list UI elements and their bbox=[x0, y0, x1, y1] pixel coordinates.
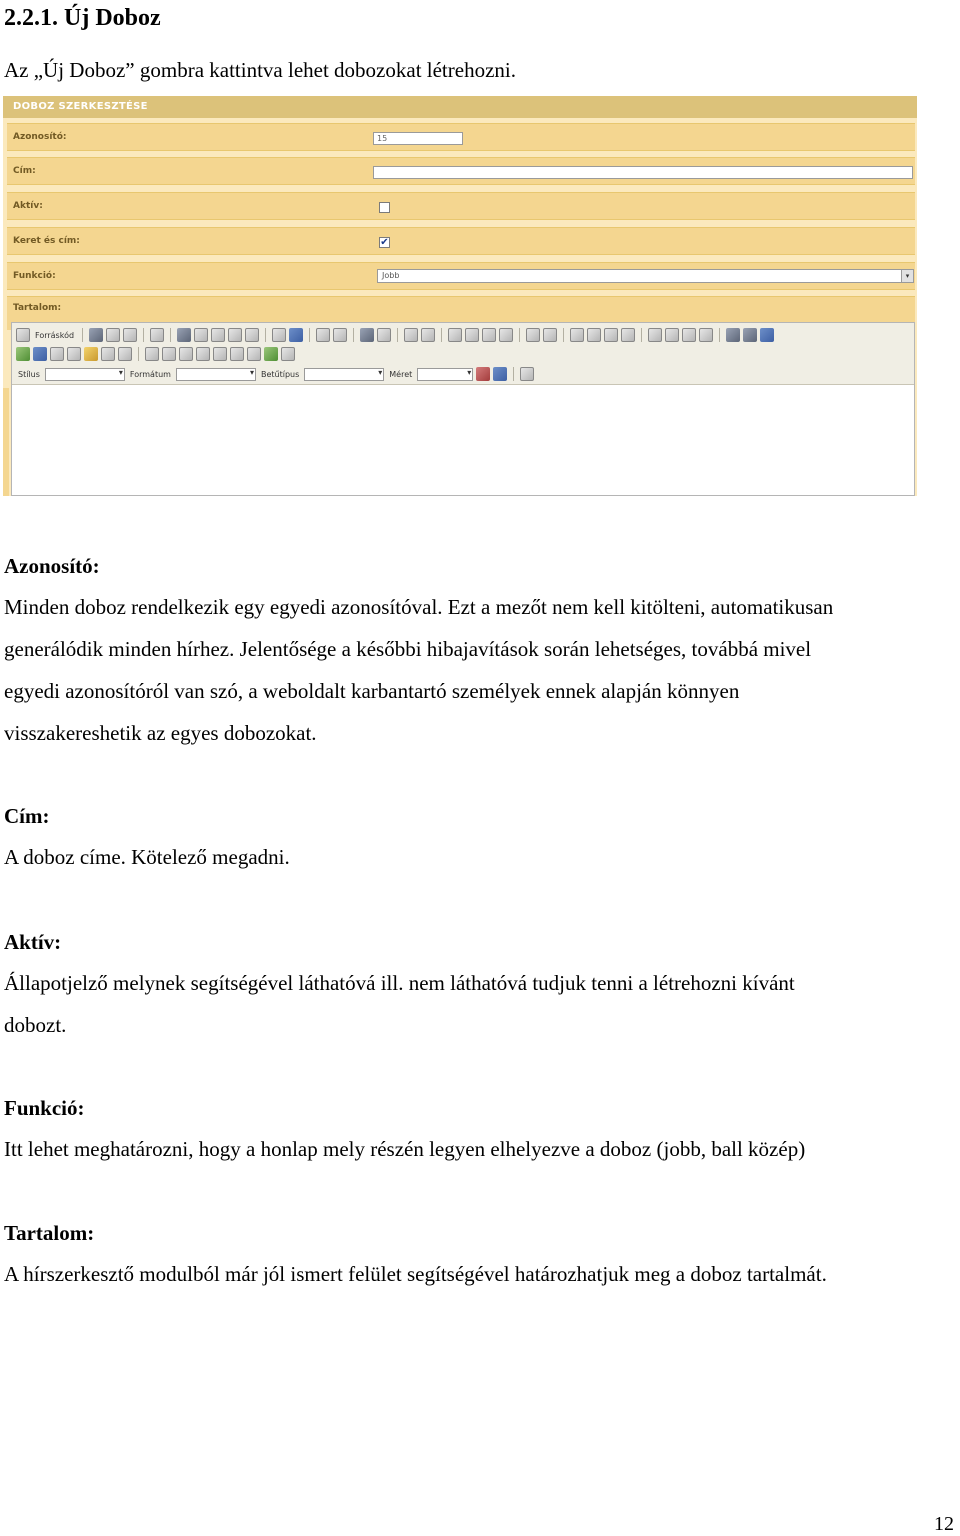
toolbar-row-1 bbox=[16, 325, 912, 345]
text-field-icon[interactable] bbox=[196, 347, 210, 361]
section-title-tartalom: Tartalom: bbox=[4, 1221, 95, 1245]
anchor-icon[interactable] bbox=[760, 328, 774, 342]
keret-checkbox[interactable]: ✔ bbox=[380, 237, 389, 248]
toolbar-separator bbox=[519, 328, 520, 342]
paste-icon[interactable] bbox=[211, 328, 225, 342]
toolbar-separator bbox=[309, 328, 310, 342]
cim-input[interactable] bbox=[373, 166, 913, 179]
strike-icon[interactable] bbox=[499, 328, 513, 342]
select-all-icon[interactable] bbox=[404, 328, 418, 342]
row-aktiv bbox=[7, 192, 915, 220]
text-line: generálódik minden hírhez. Jelentősége a későbbi hibajavítások során lehetséges, továbbá mivel bbox=[4, 637, 812, 661]
horizontal-rule-icon[interactable] bbox=[67, 347, 81, 361]
spellcheck-icon[interactable] bbox=[289, 328, 303, 342]
link-icon[interactable] bbox=[726, 328, 740, 342]
button-icon[interactable] bbox=[247, 347, 261, 361]
hidden-field-icon[interactable] bbox=[281, 347, 295, 361]
undo-icon[interactable] bbox=[316, 328, 330, 342]
align-center-icon[interactable] bbox=[665, 328, 679, 342]
copy-icon[interactable] bbox=[194, 328, 208, 342]
radio-icon[interactable] bbox=[179, 347, 193, 361]
preview-icon[interactable] bbox=[123, 328, 137, 342]
azonosito-input[interactable]: 15 bbox=[373, 132, 463, 145]
redo-icon[interactable] bbox=[333, 328, 347, 342]
funkcio-value: Jobb bbox=[382, 271, 400, 280]
screenshot-title: DOBOZ SZERKESZTÉSE bbox=[3, 96, 917, 118]
editor-left-strip bbox=[3, 388, 9, 496]
size-label: Méret bbox=[389, 369, 413, 379]
row-azonosito bbox=[7, 123, 915, 151]
toolbar-separator bbox=[170, 328, 171, 342]
keret-label: Keret és cím: bbox=[13, 236, 80, 246]
text-line: visszakereshetik az egyes dobozokat. bbox=[4, 721, 317, 745]
textarea-icon[interactable] bbox=[213, 347, 227, 361]
image-icon[interactable] bbox=[16, 347, 30, 361]
style-combo[interactable] bbox=[45, 368, 125, 381]
italic-icon[interactable] bbox=[465, 328, 479, 342]
align-justify-icon[interactable] bbox=[699, 328, 713, 342]
intro-text: Az „Új Doboz” gombra kattintva lehet dobozokat létrehozni. bbox=[4, 58, 516, 82]
subscript-icon[interactable] bbox=[526, 328, 540, 342]
tartalom-label: Tartalom: bbox=[13, 303, 62, 313]
image-button-icon[interactable] bbox=[264, 347, 278, 361]
flash-icon[interactable] bbox=[33, 347, 47, 361]
style-label: Stílus bbox=[18, 369, 40, 379]
form-icon[interactable] bbox=[145, 347, 159, 361]
text-line: egyedi azonosítóról van szó, a weboldalt karbantartó személyek ennek alapján könnyen bbox=[4, 679, 740, 703]
templates-icon[interactable] bbox=[150, 328, 164, 342]
checkbox-icon[interactable] bbox=[162, 347, 176, 361]
format-label: Formátum bbox=[129, 369, 171, 379]
save-icon[interactable] bbox=[89, 328, 103, 342]
text-color-icon[interactable] bbox=[476, 367, 490, 381]
paste-text-icon[interactable] bbox=[228, 328, 242, 342]
special-char-icon[interactable] bbox=[101, 347, 115, 361]
toolbar-separator bbox=[441, 328, 442, 342]
toolbar-separator bbox=[82, 328, 83, 342]
smiley-icon[interactable] bbox=[84, 347, 98, 361]
indent-icon[interactable] bbox=[621, 328, 635, 342]
text-line: A hírszerkesztő modulból már jól ismert felület segítségével határozhatjuk meg a doboz tartalmát. bbox=[4, 1262, 827, 1286]
bold-icon[interactable] bbox=[448, 328, 462, 342]
section-body-aktiv bbox=[4, 962, 960, 1046]
toolbar-separator bbox=[719, 328, 720, 342]
find-icon[interactable] bbox=[360, 328, 374, 342]
paste-word-icon[interactable] bbox=[245, 328, 259, 342]
superscript-icon[interactable] bbox=[543, 328, 557, 342]
unlink-icon[interactable] bbox=[743, 328, 757, 342]
section-title-funkcio: Funkció: bbox=[4, 1096, 85, 1120]
toolbar-separator bbox=[563, 328, 564, 342]
row-funkcio bbox=[7, 262, 915, 290]
section-title-aktiv: Aktív: bbox=[4, 930, 62, 954]
remove-format-icon[interactable] bbox=[421, 328, 435, 342]
replace-icon[interactable] bbox=[377, 328, 391, 342]
section-body-azonosito bbox=[4, 586, 960, 754]
align-right-icon[interactable] bbox=[682, 328, 696, 342]
toolbar-separator bbox=[138, 347, 139, 361]
background-color-icon[interactable] bbox=[493, 367, 507, 381]
funkcio-select[interactable] bbox=[377, 269, 914, 283]
table-icon[interactable] bbox=[50, 347, 64, 361]
new-page-icon[interactable] bbox=[106, 328, 120, 342]
editor-toolbar bbox=[12, 323, 914, 385]
section-heading: 2.2.1. Új Doboz bbox=[4, 5, 161, 31]
toolbar-separator bbox=[397, 328, 398, 342]
section-title-cim: Cím: bbox=[4, 804, 50, 828]
size-combo[interactable] bbox=[417, 368, 473, 381]
row-keret bbox=[7, 227, 915, 255]
help-icon[interactable] bbox=[520, 367, 534, 381]
cim-label: Cím: bbox=[13, 166, 36, 176]
numbered-list-icon[interactable] bbox=[570, 328, 584, 342]
toolbar-row-3 bbox=[16, 364, 912, 384]
text-line: Állapotjelző melynek segítségével láthatóvá ill. nem láthatóvá tudjuk tenni a létrehozni kívánt bbox=[4, 971, 795, 995]
section-body-tartalom bbox=[4, 1253, 960, 1295]
underline-icon[interactable] bbox=[482, 328, 496, 342]
section-title-azonosito: Azonosító: bbox=[4, 554, 100, 578]
aktiv-label: Aktív: bbox=[13, 201, 43, 211]
toolbar-separator bbox=[143, 328, 144, 342]
rich-text-editor[interactable] bbox=[11, 322, 915, 496]
toolbar-row-2 bbox=[16, 344, 912, 364]
editor-screenshot bbox=[3, 96, 917, 496]
chevron-down-icon: ▾ bbox=[901, 270, 913, 282]
row-cim bbox=[7, 157, 915, 185]
azonosito-label: Azonosító: bbox=[13, 132, 67, 142]
text-line: dobozt. bbox=[4, 1013, 67, 1037]
text-line: Itt lehet meghatározni, hogy a honlap mely részén legyen elhelyezve a doboz (jobb, ball közép) bbox=[4, 1137, 806, 1161]
bullet-list-icon[interactable] bbox=[587, 328, 601, 342]
toolbar-separator bbox=[353, 328, 354, 342]
font-label: Betűtípus bbox=[260, 369, 300, 379]
font-combo[interactable] bbox=[304, 368, 384, 381]
page-number: 12 bbox=[934, 1513, 954, 1535]
select-field-icon[interactable] bbox=[230, 347, 244, 361]
outdent-icon[interactable] bbox=[604, 328, 618, 342]
align-left-icon[interactable] bbox=[648, 328, 662, 342]
toolbar-separator bbox=[513, 367, 514, 381]
aktiv-checkbox[interactable] bbox=[379, 202, 390, 213]
section-body-funkcio bbox=[4, 1128, 960, 1170]
funkcio-label: Funkció: bbox=[13, 271, 56, 281]
source-button[interactable]: Forráskód bbox=[35, 330, 75, 340]
page-break-icon[interactable] bbox=[118, 347, 132, 361]
toolbar-separator bbox=[641, 328, 642, 342]
toolbar-separator bbox=[265, 328, 266, 342]
format-combo[interactable] bbox=[176, 368, 256, 381]
text-line: A doboz címe. Kötelező megadni. bbox=[4, 845, 290, 869]
text-line: Minden doboz rendelkezik egy egyedi azonosítóval. Ezt a mezőt nem kell kitölteni, automatikusan bbox=[4, 595, 834, 619]
cut-icon[interactable] bbox=[177, 328, 191, 342]
section-body-cim bbox=[4, 836, 960, 878]
print-icon[interactable] bbox=[272, 328, 286, 342]
source-icon[interactable] bbox=[16, 328, 30, 342]
